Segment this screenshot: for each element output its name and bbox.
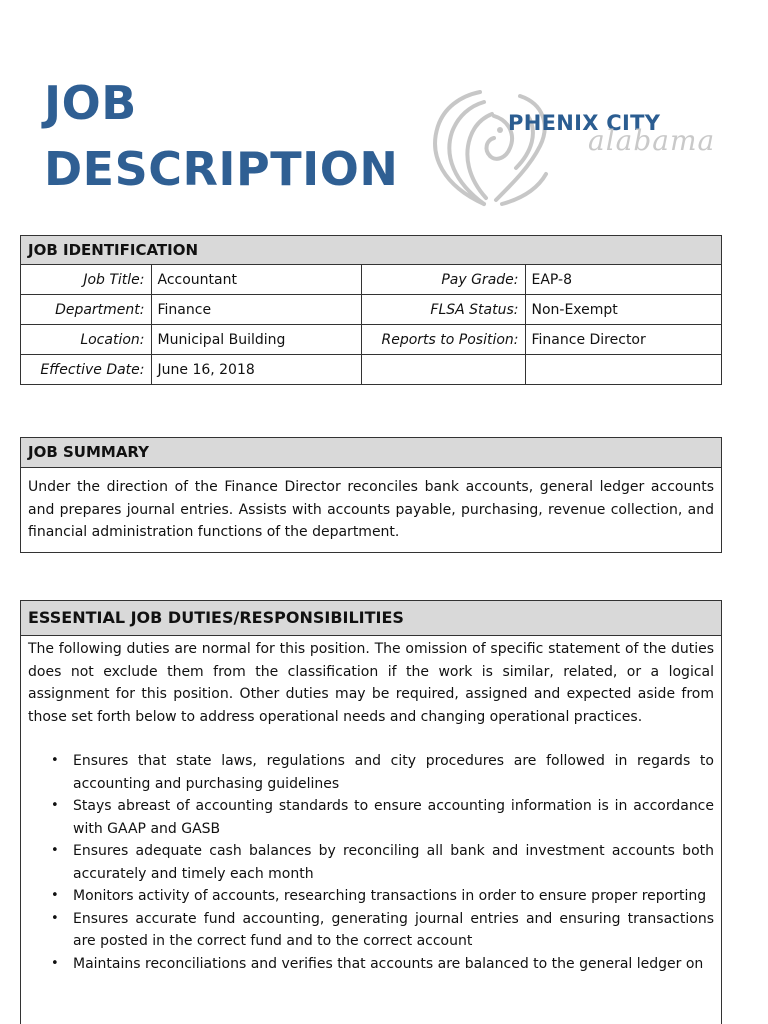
empty-cell [525, 355, 721, 385]
job-identification-section [20, 235, 722, 385]
list-item-text: Monitors activity of accounts, researching transactions in order to ensure proper reporting [73, 888, 707, 904]
flsa-status-label: FLSA Status: [361, 295, 525, 325]
list-item-text: Ensures accurate fund accounting, generating journal entries and ensuring transactions are posted in the correct fund and to the correct account [73, 910, 714, 949]
logo-wordmark: PHENIX CITY [508, 111, 661, 135]
location-label: Location: [21, 325, 151, 355]
effective-date-value: June 16, 2018 [151, 355, 361, 385]
flsa-status-value: Non-Exempt [525, 295, 721, 325]
list-item [51, 840, 714, 885]
bullet-icon: • [51, 753, 59, 768]
list-item [51, 795, 714, 840]
duties-intro: The following duties are normal for this position. The omission of specific statement of the duties does not exclude them from the classification if the work is similar, related, or a logical assignment for this position. Other duties may be required, assigned and expected aside from those set forth below to address operational needs and changing operational practices. [28, 641, 714, 725]
duties-heading: ESSENTIAL JOB DUTIES/RESPONSIBILITIES [21, 601, 721, 636]
job-identification-heading: JOB IDENTIFICATION [21, 236, 721, 265]
list-item [51, 750, 714, 795]
reports-to-value: Finance Director [525, 325, 721, 355]
list-item [51, 953, 714, 976]
list-item-text: Stays abreast of accounting standards to ensure accounting information is in accordance with GAAP and GASB [73, 798, 714, 837]
empty-cell [361, 355, 525, 385]
effective-date-label: Effective Date: [21, 355, 151, 385]
phenix-city-logo [424, 86, 724, 210]
bullet-icon: • [51, 888, 59, 903]
pay-grade-value: EAP-8 [525, 265, 721, 295]
list-item [51, 885, 714, 908]
bullet-icon: • [51, 910, 59, 926]
job-summary-section [20, 437, 722, 553]
table-row [21, 265, 721, 295]
pay-grade-label: Pay Grade: [361, 265, 525, 295]
bullet-icon: • [51, 955, 59, 971]
logo-script: alabama [588, 124, 716, 157]
title-line-2: DESCRIPTION [44, 142, 399, 196]
job-title-label: Job Title: [21, 265, 151, 295]
table-row [21, 295, 721, 325]
location-value: Municipal Building [151, 325, 361, 355]
bullet-icon: • [51, 843, 59, 858]
duties-list [21, 750, 721, 975]
department-value: Finance [151, 295, 361, 325]
job-identification-table [21, 265, 721, 384]
job-summary-text: Under the direction of the Finance Director reconciles bank accounts, general ledger accounts and prepares journal entries. Assists with accounts payable, purchasing, revenue collection, and financial administration functions of the department. [28, 479, 714, 540]
list-item-text: Ensures that state laws, regulations and city procedures are followed in regards to accounting and purchasing guidelines [73, 753, 714, 792]
page-title [44, 70, 398, 202]
duties-section [20, 600, 722, 1024]
title-line-1: JOB [44, 76, 137, 130]
department-label: Department: [21, 295, 151, 325]
list-item [51, 908, 714, 953]
bullet-icon: • [51, 798, 59, 813]
table-row [21, 355, 721, 385]
table-row [21, 325, 721, 355]
reports-to-label: Reports to Position: [361, 325, 525, 355]
job-summary-heading: JOB SUMMARY [21, 438, 721, 468]
job-title-value: Accountant [151, 265, 361, 295]
list-item-text: Maintains reconciliations and verifies that accounts are balanced to the general ledger on [73, 955, 704, 972]
list-item-text: Ensures adequate cash balances by reconciling all bank and investment accounts both accurately and timely each month [73, 843, 714, 882]
